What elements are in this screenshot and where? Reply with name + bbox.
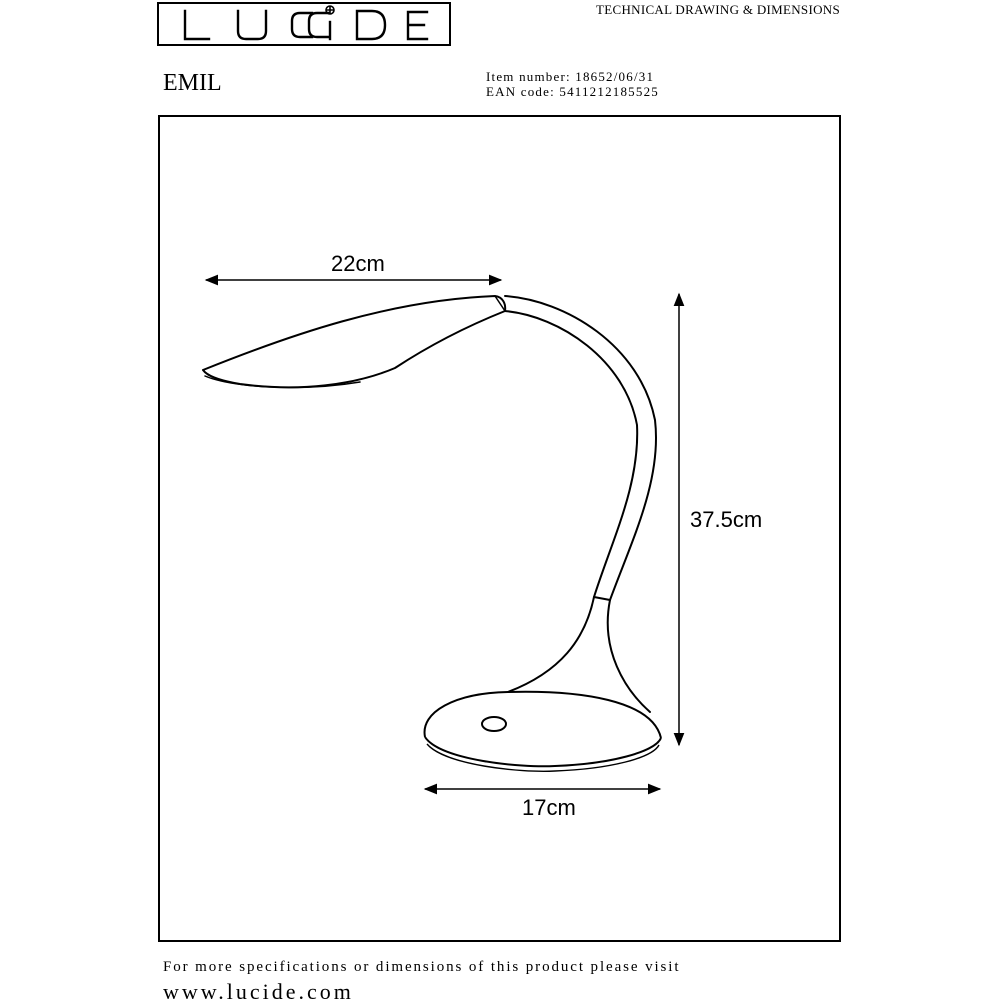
- dimension-height: 37.5cm: [690, 507, 763, 532]
- footer-url[interactable]: www.lucide.com: [163, 979, 354, 1004]
- touch-switch-icon: [482, 717, 506, 731]
- dimension-arrows: [206, 280, 679, 789]
- product-name: EMIL: [163, 70, 222, 96]
- lamp-base-icon: [425, 692, 661, 772]
- footer-note: For more specifications or dimensions of this product please visit: [163, 959, 681, 975]
- dimension-head-length: 22cm: [331, 251, 385, 276]
- lamp-arm-icon: [505, 296, 656, 600]
- lamp-head-icon: [203, 296, 505, 387]
- document-type: TECHNICAL DRAWING & DIMENSIONS: [596, 2, 840, 17]
- item-number: Item number: 18652/06/31: [486, 69, 655, 84]
- ean-code: EAN code: 5411212185525: [486, 84, 659, 99]
- dimension-base-width: 17cm: [522, 795, 576, 820]
